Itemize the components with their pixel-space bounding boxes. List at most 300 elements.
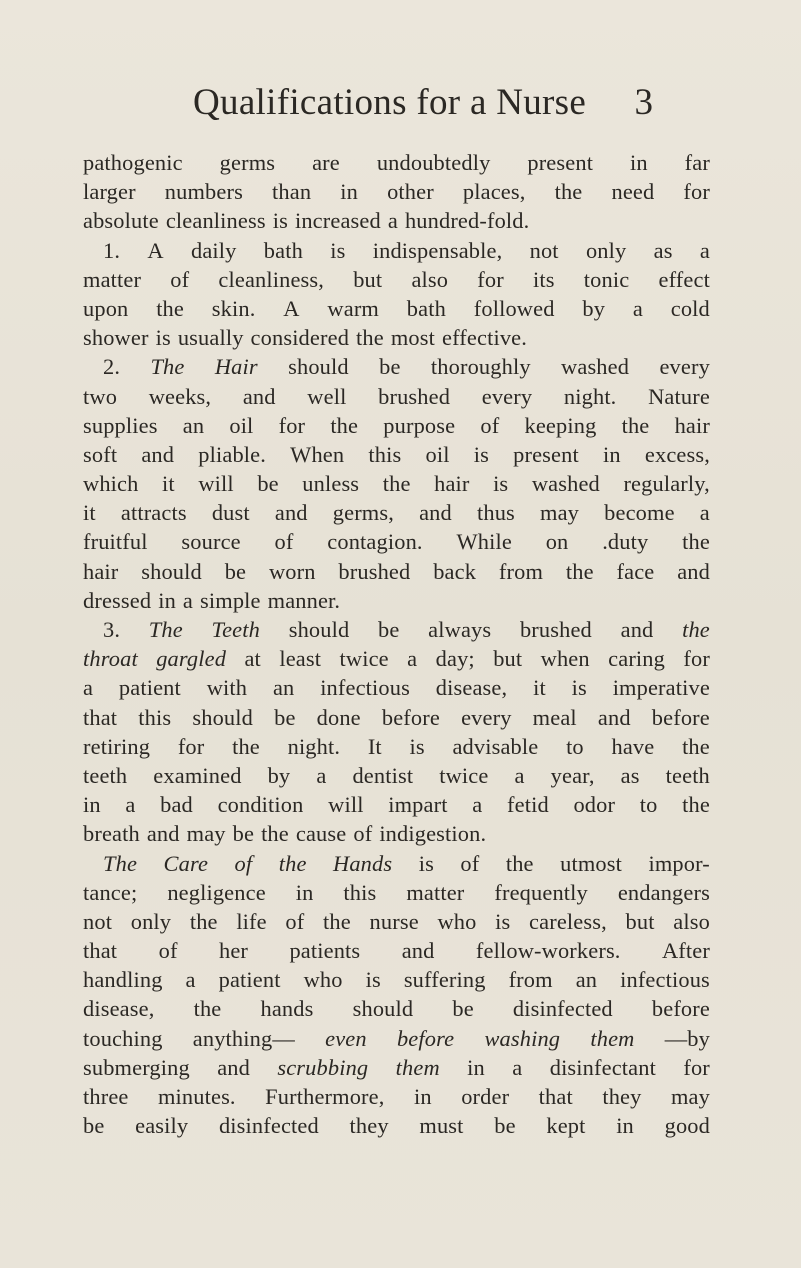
word: and — [217, 1054, 250, 1080]
word: as — [620, 762, 640, 788]
word: and — [141, 441, 175, 467]
word: daily — [190, 237, 237, 263]
word: for — [683, 646, 710, 672]
word: of — [158, 938, 178, 964]
word: hair — [83, 558, 119, 584]
word: regularly, — [623, 471, 710, 497]
word: fetid — [507, 792, 549, 818]
word: dust — [211, 500, 250, 526]
word: will — [198, 471, 234, 497]
word: even — [325, 1025, 367, 1051]
word: and — [597, 704, 631, 730]
word: brushed — [519, 617, 592, 642]
word: order — [461, 1084, 510, 1109]
word: attracts — [120, 500, 187, 526]
text-line — [83, 1082, 710, 1111]
text-line — [83, 498, 710, 527]
word: considered — [250, 325, 350, 351]
word: germs, — [332, 500, 394, 526]
word: the — [621, 412, 650, 438]
word: an — [182, 412, 205, 438]
word: Care — [163, 850, 209, 876]
word: only — [130, 908, 172, 934]
word: it — [162, 471, 175, 497]
text-line — [83, 790, 710, 819]
word: skin. — [211, 295, 256, 321]
word: not — [529, 237, 559, 263]
word: tance; — [83, 879, 138, 905]
word: the — [682, 733, 710, 759]
word: nurse — [369, 908, 419, 934]
text-line — [83, 936, 710, 965]
word: the — [193, 996, 222, 1022]
word: fellow-workers. — [475, 938, 621, 964]
text-line — [83, 236, 710, 265]
word: they — [349, 1113, 389, 1139]
word: is — [473, 441, 489, 467]
word: It — [367, 733, 382, 759]
word: negligence — [167, 879, 266, 905]
word: germs — [219, 150, 276, 175]
word: minutes. — [157, 1084, 236, 1109]
word: to — [639, 792, 658, 818]
word: will — [328, 792, 364, 818]
word: easily — [135, 1113, 189, 1139]
word: handling — [83, 967, 163, 993]
word: indispensable, — [372, 237, 503, 263]
word: impart — [388, 792, 448, 818]
word: Hair — [214, 354, 258, 380]
word: and — [401, 938, 435, 964]
word: day; — [435, 646, 475, 672]
word: meal — [532, 704, 577, 730]
word: a — [512, 1054, 523, 1080]
word: before — [651, 704, 710, 730]
word: The — [103, 850, 138, 876]
word: thus — [476, 500, 515, 526]
word: places, — [462, 179, 526, 205]
word: and — [242, 383, 276, 409]
word: cause — [295, 821, 347, 847]
word: have — [611, 733, 655, 759]
word: who — [303, 967, 343, 993]
word: her — [218, 938, 249, 964]
word: them — [590, 1025, 635, 1051]
word: anything— — [192, 1025, 295, 1051]
word: bath — [406, 295, 446, 321]
word: should — [352, 996, 414, 1022]
text-line — [83, 352, 710, 381]
running-head — [193, 80, 653, 126]
word: larger — [83, 179, 136, 205]
word: the — [505, 850, 534, 876]
word: scrubbing — [277, 1054, 369, 1080]
word: night. — [287, 733, 341, 759]
word: for — [477, 266, 504, 292]
word: every — [481, 383, 533, 409]
word: disease, — [435, 675, 508, 701]
word: that — [83, 704, 118, 730]
text-line — [83, 265, 710, 294]
word: a — [472, 792, 483, 818]
word: thoroughly — [430, 354, 531, 380]
word: most — [390, 325, 436, 351]
word: hands — [260, 996, 314, 1022]
word: effective. — [442, 325, 528, 351]
word: simple — [200, 587, 261, 613]
text-line — [83, 761, 710, 790]
word: warm — [327, 295, 379, 321]
text-line — [83, 527, 710, 556]
word: patient — [218, 967, 281, 993]
word: matter — [83, 266, 142, 292]
word: a — [699, 500, 710, 526]
word: in — [340, 179, 358, 205]
word: brushed — [338, 558, 411, 584]
word: not — [83, 908, 113, 934]
word: a — [316, 762, 327, 788]
text-line — [83, 557, 710, 586]
word: present — [527, 150, 594, 175]
text-line — [83, 294, 710, 323]
word: before — [396, 1025, 455, 1051]
word: pliable. — [198, 441, 267, 467]
word: present — [513, 441, 579, 467]
word: in — [603, 441, 621, 467]
word: should — [192, 704, 253, 730]
word: Hands — [333, 850, 393, 876]
text-line — [83, 732, 710, 761]
word: The — [148, 617, 183, 642]
word: be — [224, 558, 247, 584]
word: every — [461, 704, 512, 730]
word: by — [267, 762, 291, 788]
word: dentist — [352, 762, 414, 788]
word: submerging — [83, 1054, 190, 1080]
word: A — [147, 237, 164, 263]
word: be — [83, 1113, 105, 1139]
word: only — [585, 237, 627, 263]
word: also — [411, 266, 449, 292]
word: be — [378, 617, 400, 642]
word: .duty — [602, 529, 649, 555]
word: Teeth — [211, 617, 260, 642]
word: the — [356, 325, 384, 351]
word: the — [323, 908, 351, 934]
word: of — [353, 821, 373, 847]
word: that — [83, 938, 118, 964]
word: in — [630, 150, 648, 175]
word: a — [125, 792, 136, 818]
word: far — [684, 150, 710, 175]
word: washed — [561, 354, 630, 380]
word: of — [480, 412, 500, 438]
word: cleanliness — [165, 208, 266, 234]
word: is — [418, 850, 434, 876]
word: of — [460, 850, 480, 876]
word: brushed — [378, 383, 451, 409]
word: is — [365, 967, 381, 993]
word: unless — [302, 471, 360, 497]
word: purpose — [383, 412, 456, 438]
word: throat — [83, 646, 138, 672]
word: year, — [550, 762, 595, 788]
word: Furthermore, — [265, 1084, 385, 1109]
text-line — [83, 411, 710, 440]
word: is — [272, 208, 288, 234]
text-line — [83, 206, 710, 235]
word: odor — [573, 792, 616, 818]
word: for — [683, 1054, 710, 1080]
word: retiring — [83, 733, 151, 759]
word: weeks, — [148, 383, 212, 409]
word: the — [156, 295, 184, 321]
word: washed — [531, 471, 600, 497]
word: other — [387, 179, 434, 205]
word: be — [232, 821, 255, 847]
text-line — [83, 965, 710, 994]
word: need — [611, 179, 655, 205]
word: of — [285, 908, 305, 934]
word: is — [409, 733, 425, 759]
text-line — [83, 615, 710, 644]
word: them — [395, 1054, 440, 1080]
word: for — [278, 412, 306, 438]
word: manner. — [267, 587, 341, 613]
text-line — [83, 177, 710, 206]
word: must — [419, 1113, 464, 1139]
word: every — [659, 354, 710, 380]
word: indigestion. — [379, 821, 487, 847]
word: patients — [289, 938, 361, 964]
word: in — [467, 1054, 485, 1080]
word: done — [316, 704, 361, 730]
word: before — [651, 996, 710, 1022]
word: Nature — [648, 383, 710, 409]
word: two — [83, 383, 118, 409]
word: followed — [473, 295, 555, 321]
text-line — [83, 673, 710, 702]
word: contagion. — [327, 529, 423, 555]
text-line — [83, 148, 710, 177]
word: a — [185, 967, 196, 993]
text-line — [83, 440, 710, 469]
word: upon — [83, 295, 129, 321]
word: disinfected — [218, 1113, 319, 1139]
word: oil — [425, 441, 450, 467]
word: as — [653, 237, 673, 263]
word: oil — [229, 412, 254, 438]
word: it — [533, 675, 546, 701]
word: absolute — [83, 208, 159, 234]
word: of — [274, 529, 294, 555]
word: an — [272, 675, 295, 701]
word: an — [575, 967, 598, 993]
word: also — [673, 908, 710, 934]
word: the — [261, 821, 289, 847]
word: is — [330, 237, 346, 263]
word: a — [632, 295, 643, 321]
word: advisable — [452, 733, 539, 759]
word: by — [582, 295, 606, 321]
word: disinfectant — [549, 1054, 656, 1080]
word: in — [158, 587, 176, 613]
word: numbers — [164, 179, 243, 205]
word: should — [141, 558, 202, 584]
word: careless, — [529, 908, 607, 934]
word: be — [257, 471, 279, 497]
word: the — [554, 179, 583, 205]
word: before — [381, 704, 440, 730]
text-line — [83, 469, 710, 498]
word: A — [283, 295, 300, 321]
word: of — [170, 266, 190, 292]
word: of — [234, 850, 253, 876]
word: hair — [434, 471, 470, 497]
word: condition — [217, 792, 304, 818]
body-text — [83, 148, 710, 1140]
text-line — [83, 849, 710, 878]
word: source — [181, 529, 241, 555]
text-line — [83, 819, 710, 848]
word: should — [288, 354, 349, 380]
word: shower — [83, 325, 149, 351]
word: is — [495, 908, 511, 934]
text-line — [83, 703, 710, 732]
word: in — [413, 1084, 432, 1109]
word: life — [236, 908, 267, 934]
word: After — [661, 938, 710, 964]
word: fruitful — [83, 529, 148, 555]
word: the — [330, 412, 359, 438]
word: patient — [118, 675, 181, 701]
word: When — [290, 441, 345, 467]
word: matter — [406, 879, 465, 905]
text-line — [83, 323, 710, 352]
text-line — [83, 1111, 710, 1140]
word: kept — [546, 1113, 586, 1139]
word: cold — [670, 295, 710, 321]
word: —by — [664, 1025, 710, 1051]
word: for — [177, 733, 205, 759]
word: in — [616, 1113, 634, 1139]
text-line — [83, 644, 710, 673]
word: a — [182, 587, 194, 613]
word: and — [274, 500, 308, 526]
word: undoubtedly — [376, 150, 491, 175]
word: the — [278, 850, 307, 876]
word: soft — [83, 441, 118, 467]
word: that — [538, 1084, 573, 1109]
word: washing — [484, 1025, 561, 1051]
word: well — [307, 383, 347, 409]
word: is — [493, 471, 509, 497]
word: the — [682, 529, 710, 555]
word: from — [508, 967, 553, 993]
word: back — [433, 558, 477, 584]
word: examined — [153, 762, 242, 788]
word: the — [682, 792, 710, 818]
word: become — [604, 500, 675, 526]
word: tonic — [583, 266, 630, 292]
word: on — [545, 529, 569, 555]
word: this — [343, 879, 377, 905]
word: teeth — [83, 762, 128, 788]
word: good — [664, 1113, 710, 1139]
word: from — [498, 558, 544, 584]
word: which — [83, 471, 139, 497]
word: teeth — [665, 762, 710, 788]
word: the — [232, 733, 260, 759]
word: it — [83, 500, 96, 526]
word: but — [625, 908, 655, 934]
word: the — [682, 617, 710, 642]
word: a — [83, 675, 94, 701]
word: worn — [268, 558, 316, 584]
word: be — [379, 354, 401, 380]
word: be — [494, 1113, 516, 1139]
word: impor- — [648, 850, 710, 876]
word: may — [540, 500, 580, 526]
word: for — [683, 179, 710, 205]
word: they — [602, 1084, 642, 1109]
word: the — [189, 908, 218, 934]
text-line — [83, 1053, 710, 1082]
word: with — [206, 675, 248, 701]
word: 3. — [103, 617, 121, 642]
word: keeping — [524, 412, 597, 438]
word: and — [419, 500, 452, 526]
word: endangers — [617, 879, 710, 905]
text-line — [83, 382, 710, 411]
word: twice — [439, 762, 489, 788]
word: infectious — [620, 967, 710, 993]
word: bath — [263, 237, 303, 263]
text-line — [83, 878, 710, 907]
word: when — [540, 646, 590, 672]
word: The — [150, 354, 185, 380]
word: hundred-fold. — [404, 208, 530, 234]
word: hair — [674, 412, 710, 438]
word: and — [620, 617, 654, 642]
word: excess, — [644, 441, 710, 467]
text-line — [83, 1024, 710, 1053]
word: its — [533, 266, 555, 292]
word: and — [146, 821, 180, 847]
word: is — [571, 675, 587, 701]
word: face — [616, 558, 655, 584]
text-line — [83, 586, 710, 615]
word: 1. — [103, 237, 121, 263]
word: the — [382, 471, 411, 497]
word: frequently — [494, 879, 588, 905]
word: be — [274, 704, 296, 730]
word: a — [407, 646, 418, 672]
word: in — [83, 792, 101, 818]
word: increased — [294, 208, 381, 234]
word: always — [428, 617, 492, 642]
word: a — [514, 762, 525, 788]
text-line — [83, 907, 710, 936]
word: should — [288, 617, 350, 642]
word: effect — [658, 266, 710, 292]
word: caring — [608, 646, 665, 672]
word: least — [279, 646, 322, 672]
text-line — [83, 994, 710, 1023]
word: imperative — [612, 675, 710, 701]
word: and — [677, 558, 710, 584]
word: pathogenic — [83, 150, 183, 175]
